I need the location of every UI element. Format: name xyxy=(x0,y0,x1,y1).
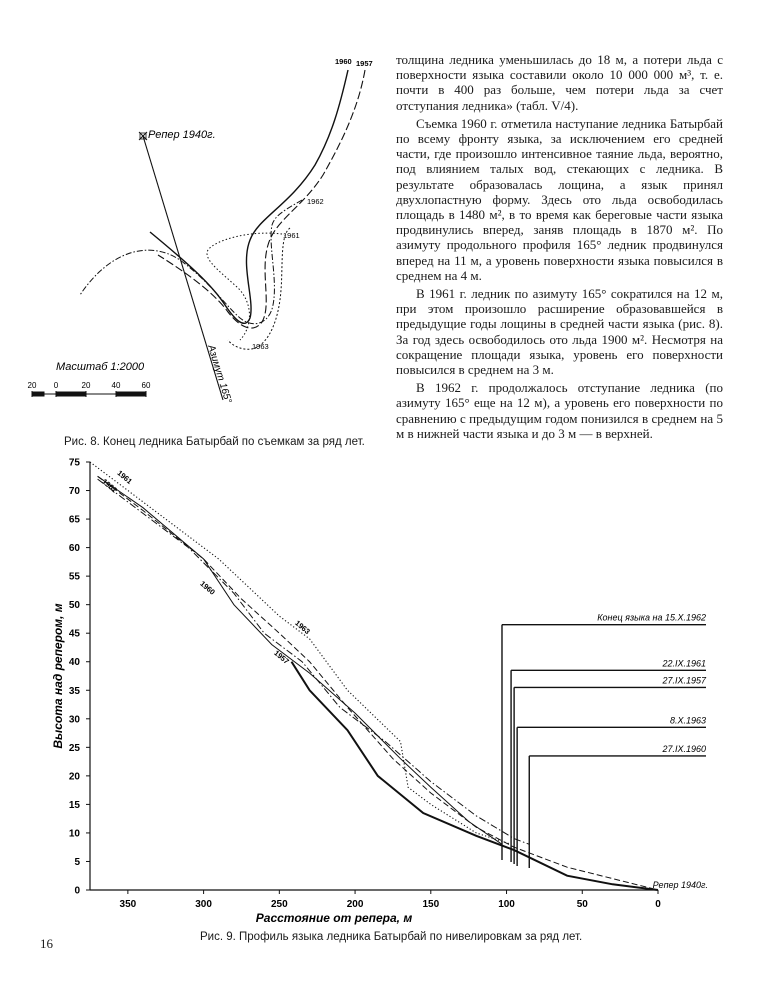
x-tick-label: 0 xyxy=(655,899,661,910)
x-tick-label: 50 xyxy=(576,899,588,910)
y-tick-label: 70 xyxy=(68,486,80,498)
y-tick-label: 60 xyxy=(68,543,80,555)
figure-9-caption: Рис. 9. Профиль языка ледника Батырбай по нивелировкам за ряд лет. xyxy=(200,931,583,943)
series-line-1963 xyxy=(98,476,658,890)
x-tick-label: 350 xyxy=(119,899,137,910)
scale-tick-1: 0 xyxy=(53,381,59,390)
y-tick-label: 35 xyxy=(68,685,80,697)
scale-title: Масштаб 1:2000 xyxy=(56,361,145,373)
page-number: 16 xyxy=(40,936,53,951)
series-label-1957: 1957 xyxy=(272,648,291,666)
snout-label: 8.Х.1963 xyxy=(669,715,706,726)
x-tick-label: 100 xyxy=(498,899,515,910)
x-tick-label: 200 xyxy=(346,899,364,910)
y-tick-label: 5 xyxy=(74,856,80,868)
figure-9-profile-chart xyxy=(50,450,730,950)
y-tick-label: 65 xyxy=(68,514,80,526)
y-tick-label: 75 xyxy=(68,457,80,469)
scale-tick-2: 20 xyxy=(81,381,91,390)
y-tick-label: 25 xyxy=(68,742,80,754)
y-tick-label: 50 xyxy=(68,600,80,612)
body-paragraph: Съемка 1960 г. отметила наступание ледника Батырбай по всему фронту языка, за исключением его средней части, где произошло интенсивное таяние льда, вероятно, под влиянием талых вод, стекающих с ледника. В результате образовалась лощина, а язык принял двухлопастную форму. Здесь ото льда освободилась площадь в 1480 м², в то время как береговые части языка продвинулись вперед, заняв площадь в 1870 м². По азимуту продольного профиля 165° ледник продвинулся вперед на 11 м, а уровень поверхности языка повысился в среднем на 4 м. xyxy=(396,115,723,283)
label-1957: 1957 xyxy=(356,59,373,68)
snout-label: 27.IX.1960 xyxy=(662,743,706,754)
snout-label: Конец языка на 15.Х.1962 xyxy=(597,612,706,623)
figure-8-caption: Рис. 8. Конец ледника Батырбай по съемкам за ряд лет. xyxy=(64,436,365,448)
series-label-1961: 1961 xyxy=(115,468,134,486)
azimuth-label: Азимут 165° xyxy=(205,343,234,405)
y-tick-label: 10 xyxy=(68,828,80,840)
chart-axes xyxy=(51,458,661,926)
chart-annotations xyxy=(502,613,708,890)
y-axis-title: Высота над репером, м xyxy=(51,603,65,749)
body-paragraph: В 1961 г. ледник по азимуту 165° сократился на 12 м, при этом произошло расширение образовавшейся в предыдущие годы лощины в средней части языка (рис. 8). За год здесь освободилось ото льда 1900 м². Несмотря на сокращение площади языка, уровень его поверхности повысился в среднем на 3 м. xyxy=(396,286,723,378)
x-tick-label: 250 xyxy=(270,899,288,910)
snout-label: 22.IX.1961 xyxy=(662,658,706,669)
y-tick-label: 40 xyxy=(68,657,80,669)
benchmark-label: Репер 1940г. xyxy=(148,129,216,141)
series-label-1962: 1962 xyxy=(100,476,119,495)
label-1960: 1960 xyxy=(335,57,352,66)
label-1961: 1961 xyxy=(283,231,300,240)
y-tick-label: 0 xyxy=(74,885,80,897)
scale-bar xyxy=(32,391,146,397)
y-tick-label: 30 xyxy=(68,714,80,726)
y-tick-label: 20 xyxy=(68,771,80,783)
scale-tick-3: 40 xyxy=(111,381,121,390)
benchmark-label: Репер 1940г. xyxy=(652,880,708,890)
x-axis-title: Расстояние от репера, м xyxy=(255,911,413,925)
series-line-1957 xyxy=(292,662,659,890)
snout-label: 27.IX.1957 xyxy=(662,675,706,686)
series-label-1963: 1963 xyxy=(293,618,312,637)
body-paragraph: В 1962 г. продолжалось отступание ледника (по азимуту 165° еще на 12 м), а уровень его поверхности по сравнению с предыдущим годом понизился в среднем на 5 м в нижней части языка и до 3 м — в верхней. xyxy=(396,380,723,441)
chart-series xyxy=(90,462,658,890)
y-tick-label: 45 xyxy=(68,628,80,640)
outline-1962 xyxy=(80,200,302,324)
outline-1963 xyxy=(228,228,290,349)
scale-tick-4: 60 xyxy=(141,381,151,390)
y-tick-label: 55 xyxy=(68,571,80,583)
label-1962: 1962 xyxy=(307,197,324,206)
body-text-column xyxy=(396,52,723,441)
figure-8-map xyxy=(27,50,380,440)
series-label-1960: 1960 xyxy=(198,579,217,597)
series-line-1961 xyxy=(90,462,511,844)
label-1963: 1963 xyxy=(252,342,269,351)
scale-tick-0: 20 xyxy=(27,381,37,390)
x-tick-label: 300 xyxy=(195,899,212,910)
x-tick-label: 150 xyxy=(422,899,440,910)
body-paragraph: толщина ледника уменьшилась до 18 м, а потери льда с поверхности языка составили около 10 000 000 м³, т. е. почти в 400 раз больше, чем потери льда за счет отступания ледника» (табл. V/4). xyxy=(396,52,723,113)
y-tick-label: 15 xyxy=(68,799,80,811)
